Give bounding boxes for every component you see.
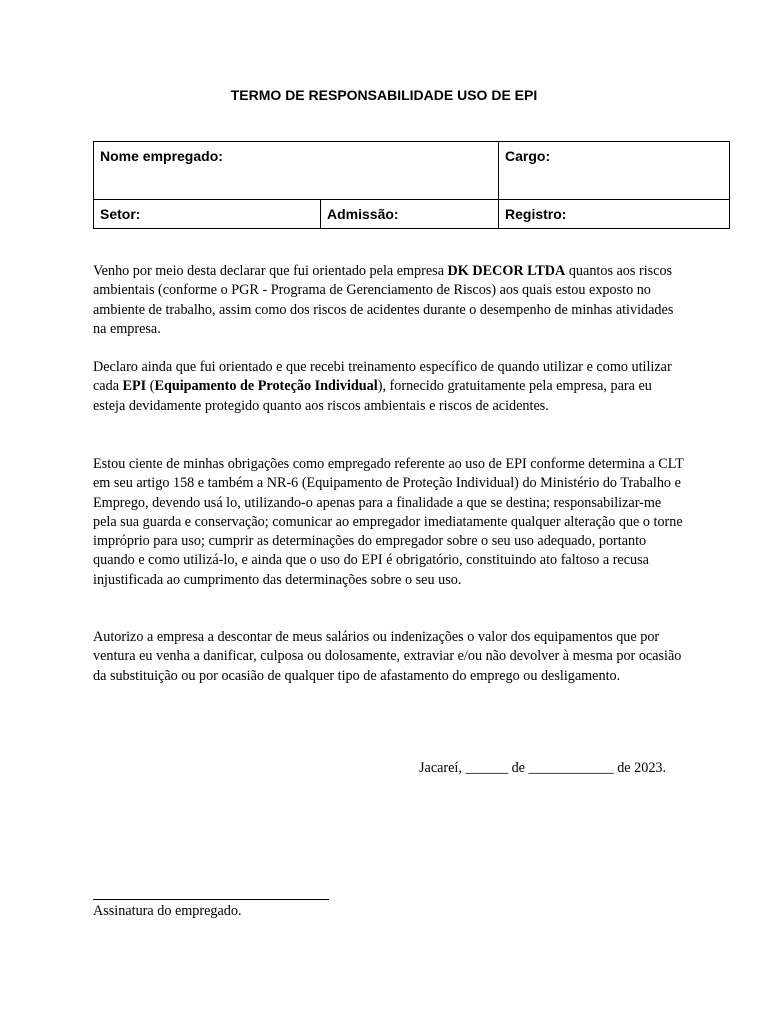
paragraph-orientation <box>93 262 683 339</box>
nome-empregado-cell <box>94 142 499 200</box>
company-name: DK DECOR LTDA <box>447 263 566 279</box>
epi-abbrev: EPI <box>122 378 147 395</box>
admissao-cell <box>321 200 499 229</box>
paragraph-training-part2: ( <box>146 378 155 395</box>
signature-label: Assinatura do empregado. <box>93 903 242 919</box>
epi-full-name: Equipamento de Proteção Individual <box>154 378 378 395</box>
paragraph-training-part3: ), fornecido gratuitamente pela empresa, para eu esteja devidamente protegido quanto aos riscos ambientais e riscos de acidentes. <box>93 378 652 414</box>
paragraph-authorization: Autorizo a empresa a descontar de meus salários ou indenizações o valor dos equipamentos que por ventura eu venha a danificar, culposa ou dolosamente, extraviar e/ou não devolver à mesma por ocasião da substituição ou por ocasião de qualquer tipo de afastamento do emprego ou desligamento. <box>93 629 682 684</box>
admissao-label: Admissão: <box>327 206 399 222</box>
cargo-cell <box>499 142 730 200</box>
employee-info-table <box>93 141 730 229</box>
setor-label: Setor: <box>100 206 141 222</box>
signature-line <box>93 899 329 900</box>
paragraph-orientation-part2: quantos aos riscos ambientais (conforme o PGR - Programa de Gerenciamento de Riscos) aos quais estou exposto no ambiente de trabalho, assim como dos riscos de acidentes durante o desempenho de minhas atividades na empresa. <box>93 263 674 337</box>
setor-cell <box>94 200 321 229</box>
date-line: Jacareí, ______ de ____________ de 2023. <box>419 760 667 776</box>
paragraph-training-part1: Declaro ainda que fui orientado e que recebi treinamento específico de quando utilizar e como utilizar cada <box>93 359 672 395</box>
paragraph-training <box>93 358 683 416</box>
registro-label: Registro: <box>505 206 567 222</box>
paragraph-obligations: Estou ciente de minhas obrigações como empregado referente ao uso de EPI conforme determina a CLT em seu artigo 158 e também a NR-6 (Equipamento de Proteção Individual) do Ministério do Trabalho e Emprego, devendo usá lo, utilizando-o apenas para a finalidade a que se destina; responsabilizar-me pela sua guarda e conservação; comunicar ao empregador imediatamente qualquer alteração que o torne impróprio para uso; cumprir as determinações do empregador sobre o seu uso adequado, portanto quando e como utilizá-lo, e ainda que o uso do EPI é obrigatório, constituindo ato faltoso a recusa injustificada ao cumprimento das determinações sobre o seu uso. <box>93 456 684 588</box>
document-title: TERMO DE RESPONSABILIDADE USO DE EPI <box>230 87 538 103</box>
cargo-label: Cargo: <box>505 148 551 164</box>
registro-cell <box>499 200 730 229</box>
paragraph-orientation-part1: Venho por meio desta declarar que fui orientado pela empresa <box>93 263 448 279</box>
nome-empregado-label: Nome empregado: <box>100 148 223 164</box>
